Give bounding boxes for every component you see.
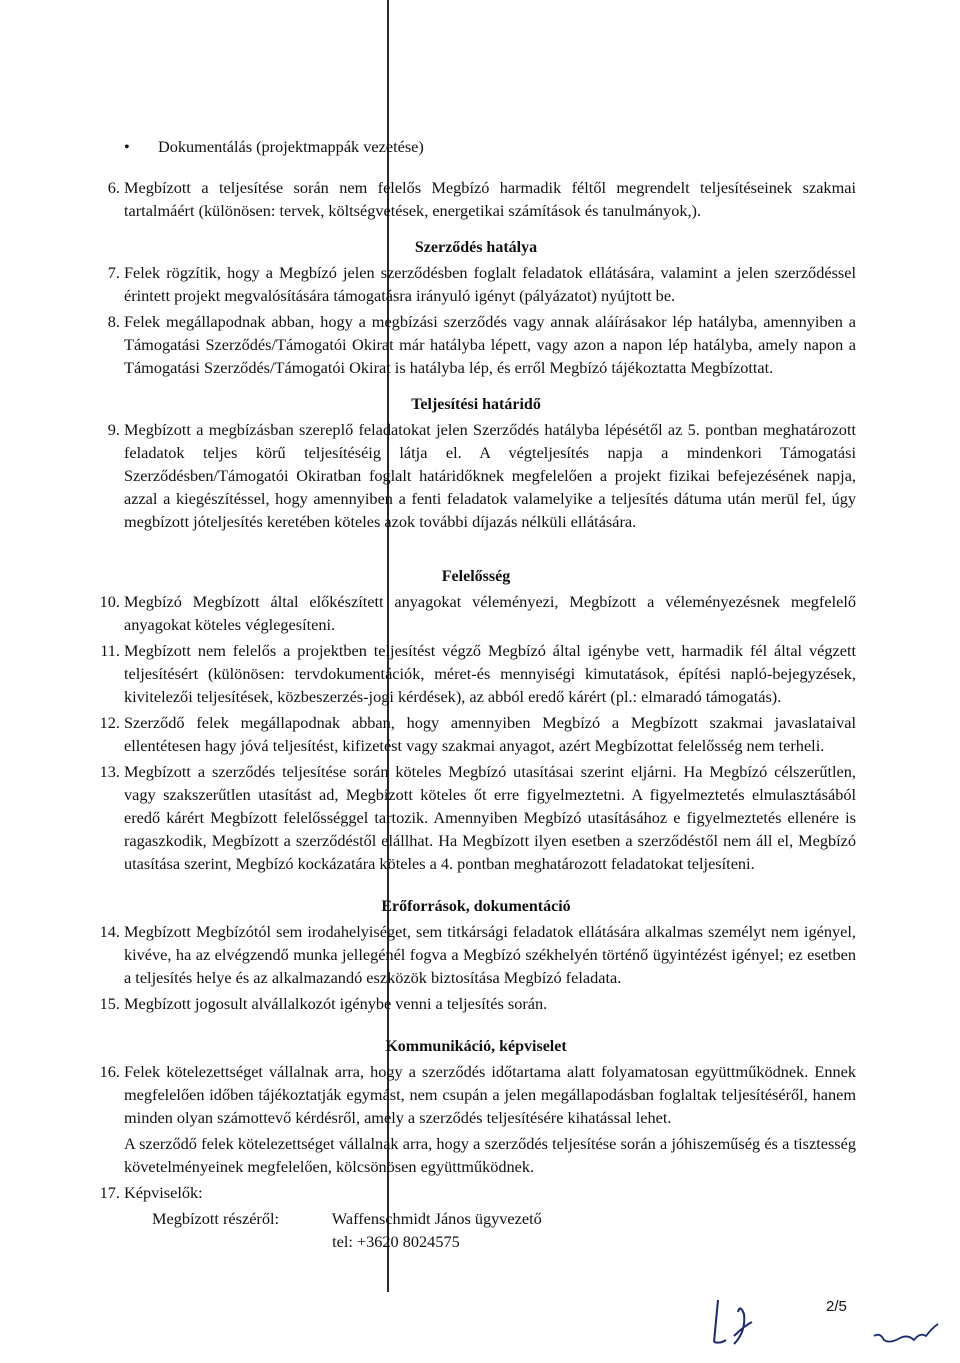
item-text: Felek rögzítik, hogy a Megbízó jelen szerződésben foglalt feladatok ellátására, valamint a jelen szerződéssel érintett projekt megvalósítására támogatásra irányuló igényt (pályázatot) nyújtott be.	[124, 263, 856, 305]
item-number: 8.	[107, 312, 120, 331]
item-number: 7.	[107, 263, 120, 282]
item-text: Megbízott a teljesítése során nem felelős Megbízó harmadik féltől megrendelt teljesítéseinek szakmai tartalmáért (különösen: tervek, költségvetések, energetikai számítások és tanulmányok,).	[124, 178, 856, 220]
list-item	[96, 920, 856, 989]
list-item	[96, 418, 856, 533]
section-heading: Kommunikáció, képviselet	[385, 1038, 567, 1055]
item-number: 13.	[99, 762, 120, 781]
item-number: 10.	[99, 592, 120, 611]
item-text: Felek megállapodnak abban, hogy a megbízási szerződés vagy annak aláírásakor lép hatályba, amennyiben a Támogatási Szerződés/Támogatói Okirat már hatályba lépett, vagy azon a napon lép hatályba, amely napon a Támogatási Szerződés/Támogatói Okirat is hatályba lép, és erről Megbízó tájékoztatta Megbízottat.	[124, 312, 856, 377]
item-text: Felek kötelezettséget vállalnak arra, hogy a szerződés időtartama alatt folyamatosan együttműködnek. Ennek megfelelően időben tájékoztatják egymást, nem csupán a jelen megállapodásban foglaltak teljesítéséről, hanem minden olyan számottevő kérdésről, amely a szerződés teljesítésére kihatással lehet.	[124, 1062, 856, 1127]
item-text: Megbízott nem felelős a projektben teljesítést végző Megbízó által igénybe vett, harmadik fél által végzett teljesítésért (különösen: tervdokumentációk, méret-és mennyiségi kimutatások, építési napló-bejegyzések, kivitelezői teljesítések, közbeszerzés-jogi kérdések), az abból eredő kárért (pl.: elmaradó támogatás).	[124, 641, 856, 706]
item-text: Megbízó Megbízott által előkészített anyagokat véleményezi, Megbízott a véleményezésnek megfelelő anyagokat köteles véglegesíteni.	[124, 592, 856, 634]
initials-signature-icon	[700, 1292, 760, 1352]
section-heading: Erőforrások, dokumentáció	[381, 898, 571, 915]
handwritten-signature-icon	[870, 1318, 942, 1348]
paragraph: A szerződő felek kötelezettséget vállalnak arra, hogy a szerződés teljesítése során a jóhiszeműség és a tisztesség követelményeinek megfelelően, kölcsönösen együttműködnek.	[124, 1134, 856, 1176]
list-item	[96, 261, 856, 307]
page-number: 2/5	[826, 1298, 847, 1315]
list-item	[96, 1060, 856, 1129]
representative-name: Waffenschmidt János ügyvezető	[331, 1209, 542, 1228]
representative-phone-row	[96, 1230, 856, 1253]
item-number: 11.	[100, 641, 120, 660]
list-item	[96, 590, 856, 636]
representative-label: Megbízott részéről:	[152, 1209, 280, 1228]
representative-phone: tel: +3620 8024575	[332, 1232, 460, 1251]
item-number: 16.	[99, 1062, 120, 1081]
section-heading: Szerződés hatálya	[414, 239, 538, 256]
item-number: 17.	[99, 1183, 120, 1202]
section-heading: Teljesítési határidő	[411, 396, 541, 413]
item-number: 6.	[107, 178, 120, 197]
list-item	[96, 176, 856, 222]
section-heading: Felelősség	[441, 568, 511, 585]
list-item	[96, 711, 856, 757]
list-item	[96, 992, 856, 1015]
item-number: 14.	[99, 922, 120, 941]
item-text: Megbízott a szerződés teljesítése során köteles Megbízó utasításai szerint eljárni. Ha Megbízó célszerűtlen, vagy szakszerűtlen utasítást ad, Megbízott köteles őt erre figyelmeztetni. A figyelmeztetés elmulasztásából eredő kárért Megbízott felelősséggel tartozik. Amennyiben Megbízó utasításához e figyelmeztetés ellenére is ragaszkodik, Megbízott a szerződéstől elállhat. Ha Megbízott ilyen esetben a szerződéstől nem áll el, Megbízó utasítása szerint, Megbízó kockázatára köteles a 4. pontban meghatározott feladatokat teljesíteni.	[124, 762, 856, 873]
list-item	[96, 760, 856, 875]
item-text: Szerződő felek megállapodnak abban, hogy amennyiben Megbízó a Megbízott szakmai javaslataival ellentétesen hagy jóvá teljesítést, kifizetést vagy szakmai anyagot, azért Megbízottat felelősség nem terheli.	[124, 713, 856, 755]
representative-row	[96, 1207, 856, 1230]
item-number: 15.	[99, 994, 120, 1013]
item-text: Megbízott Megbízótól sem irodahelyiséget, sem titkársági feladatok ellátására alkalmas személyt nem igényel, kivéve, ha az elvégzendő munka jellegénél fogva a Megbízó székhelyén történő ügyintézést igényel; ez esetben a teljesítés helye és az alkalmazandó eszközök biztosítása Megbízó feladata.	[124, 922, 856, 987]
list-item	[96, 639, 856, 708]
item-number: 9.	[107, 420, 120, 439]
bullet-text: Dokumentálás (projektmappák vezetése)	[158, 137, 424, 156]
bullet-item	[96, 135, 856, 158]
item-number: 12.	[99, 713, 120, 732]
list-item	[96, 1181, 856, 1204]
bullet-dot-icon: •	[124, 137, 130, 156]
item-text: Képviselők:	[124, 1183, 203, 1202]
item-text: Megbízott a megbízásban szereplő feladatokat jelen Szerződés hatályba lépésétől az 5. pontban meghatározott feladatok teljes körű teljesítéséig látja el. A végteljesítés napja a mindenkori Támogatási Szerződésben/Támogatói Okiratban foglalt határidőknek megfelelően a projekt fizikai befejezésének napja, azzal a kiegészítéssel, hogy amennyiben a fenti feladatok valamelyike a teljesítés dátuma után merül fel, úgy megbízott jóteljesítés keretében köteles azok további díjazás nélküli ellátására.	[124, 420, 856, 531]
list-item	[96, 310, 856, 379]
document-body	[96, 135, 856, 1253]
item-text: Megbízott jogosult alvállalkozót igénybe venni a teljesítés során.	[124, 994, 548, 1013]
